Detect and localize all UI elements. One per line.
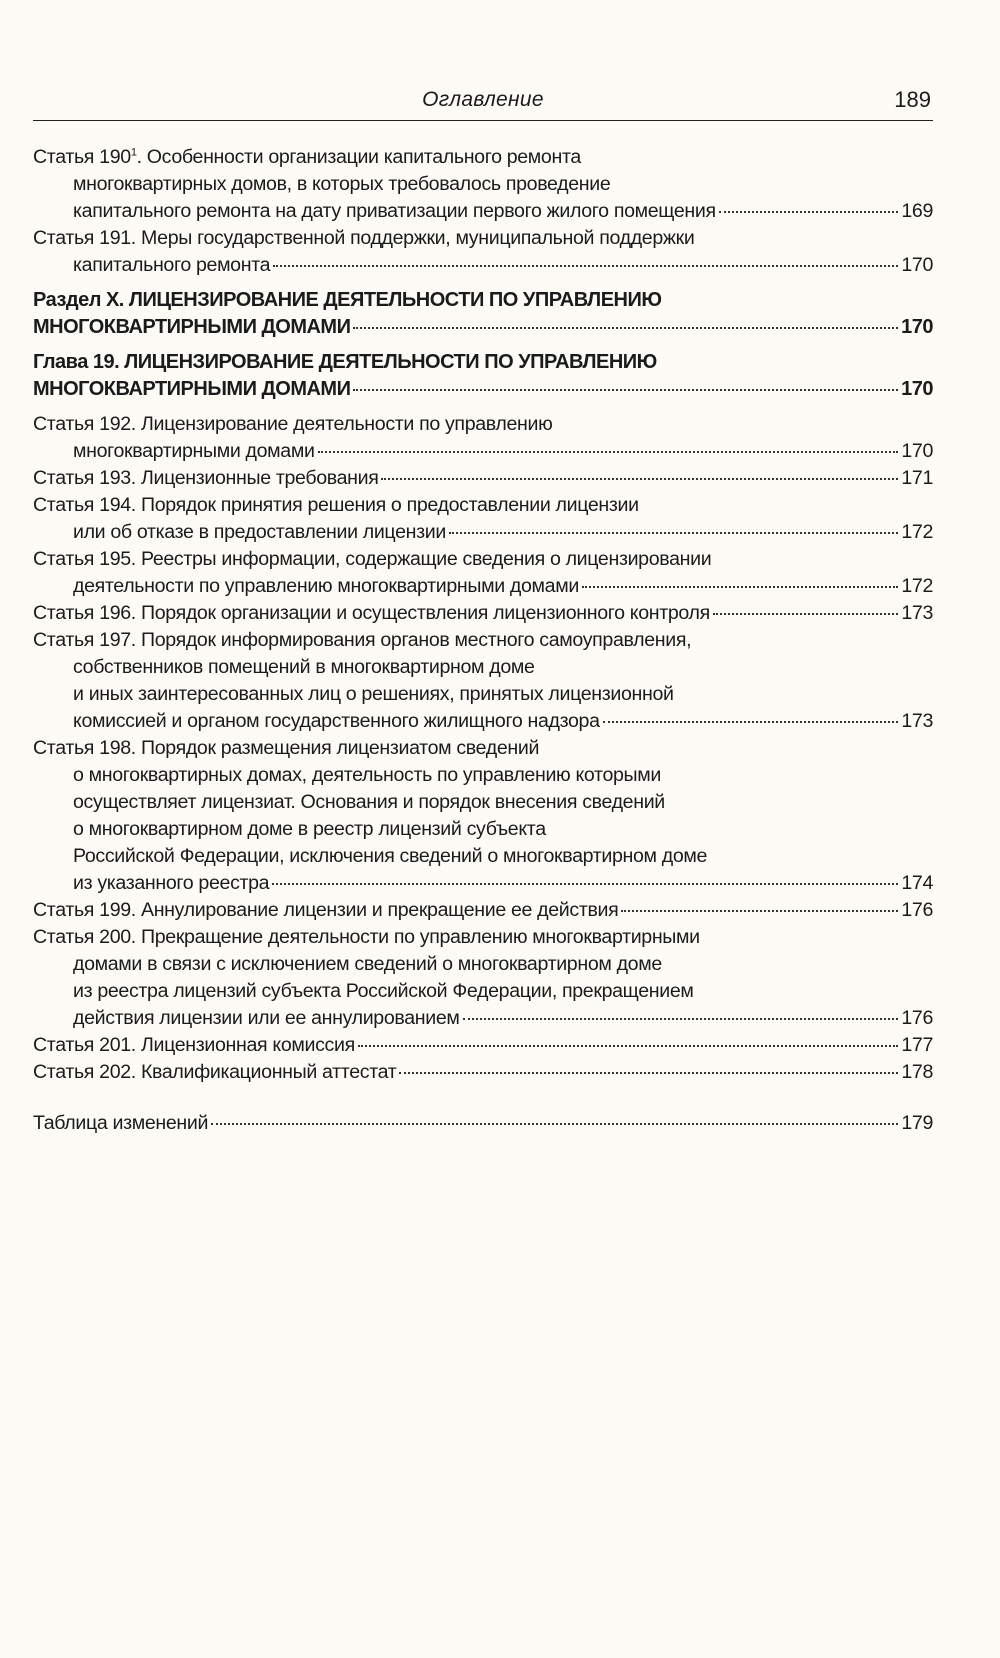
toc-line — [33, 225, 933, 252]
toc-line — [33, 349, 933, 376]
toc-line — [33, 924, 933, 951]
page-header — [33, 88, 933, 121]
dot-leader — [582, 586, 898, 588]
toc-entry-art196 — [33, 600, 933, 627]
toc-line — [33, 708, 933, 735]
toc-line-text — [33, 146, 581, 168]
toc-text: о многоквартирных домах, деятельность по управлению которыми — [73, 764, 661, 786]
running-title: Оглавление — [422, 88, 544, 111]
dot-leader — [211, 1123, 898, 1125]
toc-line — [33, 654, 933, 681]
toc-text: осуществляет лицензиат. Основания и порядок внесения сведений — [73, 791, 665, 813]
toc-text-continuation: . Особенности организации капитального ремонта — [136, 146, 581, 168]
toc-line — [33, 252, 933, 279]
toc-page-number: 171 — [901, 467, 933, 489]
toc-text: из реестра лицензий субъекта Российской Федерации, прекращением — [73, 980, 694, 1002]
toc-text: многоквартирными домами — [73, 440, 315, 462]
toc-page-number: 170 — [901, 378, 933, 400]
toc-entry-art201 — [33, 1032, 933, 1059]
toc-page-number: 178 — [901, 1061, 933, 1083]
toc-line — [33, 1059, 933, 1086]
dot-leader — [318, 451, 899, 453]
toc-line — [33, 1032, 933, 1059]
toc-text: комиссией и органом государственного жилищного надзора — [73, 710, 600, 732]
toc-line — [33, 789, 933, 816]
toc-line — [33, 546, 933, 573]
toc-line-text — [73, 438, 315, 465]
toc-line-text — [33, 413, 552, 435]
dot-leader — [381, 478, 898, 480]
toc-line-text — [73, 791, 665, 813]
toc-line-text — [33, 376, 350, 403]
toc-line — [33, 681, 933, 708]
toc-page-number: 170 — [901, 440, 933, 462]
dot-leader — [603, 721, 899, 723]
dot-leader — [449, 532, 898, 534]
toc-entry-art191 — [33, 225, 933, 279]
toc-text: из указанного реестра — [73, 872, 270, 894]
toc-text: Статья 200. Прекращение деятельности по управлению многоквартирными — [33, 926, 700, 948]
toc-line — [33, 465, 933, 492]
toc-line-text — [73, 980, 694, 1002]
toc-text: Российской Федерации, исключения сведений о многоквартирном доме — [73, 845, 708, 867]
toc-line-text — [33, 289, 661, 311]
toc-page-number: 176 — [901, 899, 933, 921]
toc-entry-art197 — [33, 627, 933, 735]
toc-entry-section-10 — [33, 287, 933, 341]
toc-line — [33, 411, 933, 438]
toc-line — [33, 735, 933, 762]
toc-text: Таблица изменений — [33, 1112, 209, 1134]
toc-line — [33, 171, 933, 198]
toc-text: МНОГОКВАРТИРНЫМИ ДОМАМИ — [33, 378, 351, 400]
toc-line-text — [73, 845, 707, 867]
toc-entry-art199 — [33, 897, 933, 924]
toc-line-text — [73, 764, 661, 786]
toc-text: Статья 195. Реестры информации, содержащие сведения о лицензировании — [33, 548, 712, 570]
toc-line — [33, 492, 933, 519]
toc-page-number: 177 — [901, 1034, 933, 1056]
toc-entry-changes-table — [33, 1110, 933, 1137]
toc-entry-art195 — [33, 546, 933, 600]
toc-line — [33, 287, 933, 314]
toc-line — [33, 870, 933, 897]
toc-text: деятельности по управлению многоквартирными домами — [73, 575, 579, 597]
toc-line-text — [33, 351, 657, 373]
toc-line — [33, 198, 933, 225]
toc-page-number: 172 — [901, 521, 933, 543]
toc-line — [33, 951, 933, 978]
toc-line-text — [33, 926, 700, 948]
dot-leader — [353, 389, 898, 391]
toc-text: домами в связи с исключением сведений о многоквартирном доме — [73, 953, 662, 975]
toc-text: Статья 196. Порядок организации и осуществления лицензионного контроля — [33, 602, 710, 624]
toc-line — [33, 816, 933, 843]
toc-text: о многоквартирном доме в реестр лицензий субъекта — [73, 818, 546, 840]
toc-text: многоквартирных домов, в которых требовалось проведение — [73, 173, 611, 195]
page-number: 189 — [894, 87, 931, 112]
dot-leader — [399, 1072, 898, 1074]
toc-page-number: 172 — [901, 575, 933, 597]
toc-line-text — [33, 1059, 396, 1086]
toc-line-text — [33, 1110, 208, 1137]
dot-leader — [353, 327, 898, 329]
toc-line — [33, 573, 933, 600]
toc-entry-art202 — [33, 1059, 933, 1086]
dot-leader — [621, 910, 898, 912]
toc-line-text — [73, 683, 674, 705]
toc-line — [33, 627, 933, 654]
toc-line — [33, 144, 933, 171]
toc-line — [33, 897, 933, 924]
toc-page-number: 173 — [901, 710, 933, 732]
toc-line-text — [73, 870, 269, 897]
toc-line-text — [33, 629, 691, 651]
dot-leader — [713, 613, 898, 615]
toc-line-text — [33, 494, 639, 516]
toc-text: Глава 19. ЛИЦЕНЗИРОВАНИЕ ДЕЯТЕЛЬНОСТИ ПО УПРАВЛЕНИЮ — [33, 351, 657, 373]
toc-text: собственников помещений в многоквартирном доме — [73, 656, 535, 678]
toc-line — [33, 843, 933, 870]
dot-leader — [273, 265, 898, 267]
toc-text: Статья 197. Порядок информирования органов местного самоуправления, — [33, 629, 692, 651]
toc-line — [33, 1005, 933, 1032]
toc-line — [33, 1110, 933, 1137]
toc-line — [33, 978, 933, 1005]
toc-line-text — [33, 737, 539, 759]
toc-entry-art200 — [33, 924, 933, 1032]
toc-line-text — [73, 519, 446, 546]
toc-text: Раздел X. ЛИЦЕНЗИРОВАНИЕ ДЕЯТЕЛЬНОСТИ ПО УПРАВЛЕНИЮ — [33, 289, 662, 311]
toc-line-text — [33, 600, 710, 627]
dot-leader — [719, 211, 899, 213]
toc-line-text — [73, 953, 662, 975]
toc-text: Статья 199. Аннулирование лицензии и прекращение ее действия — [33, 899, 619, 921]
toc-page-number: 173 — [901, 602, 933, 624]
toc-text: Статья 190 — [33, 146, 131, 168]
toc-entry-art198 — [33, 735, 933, 897]
toc-entry-art194 — [33, 492, 933, 546]
toc-line-text — [73, 656, 535, 678]
toc-page-number: 170 — [901, 254, 933, 276]
toc-text: Статья 198. Порядок размещения лицензиатом сведений — [33, 737, 540, 759]
toc-text: действия лицензии или ее аннулированием — [73, 1007, 460, 1029]
toc-line — [33, 314, 933, 341]
dot-leader — [463, 1018, 899, 1020]
toc-line — [33, 519, 933, 546]
dot-leader — [358, 1045, 899, 1047]
toc-line-text — [73, 252, 270, 279]
toc-line — [33, 600, 933, 627]
toc-line-text — [33, 314, 350, 341]
toc-entry-art190-1 — [33, 144, 933, 225]
toc-text: Статья 194. Порядок принятия решения о предоставлении лицензии — [33, 494, 639, 516]
toc-line-text — [33, 465, 378, 492]
toc-page-number: 179 — [901, 1112, 933, 1134]
toc-entry-chapter-19 — [33, 349, 933, 403]
table-of-contents — [33, 144, 933, 1137]
toc-line-text — [73, 173, 610, 195]
toc-line — [33, 762, 933, 789]
toc-line-text — [33, 1032, 355, 1059]
toc-text: Статья 191. Меры государственной поддержки, муниципальной поддержки — [33, 227, 695, 249]
toc-line — [33, 376, 933, 403]
toc-line-text — [73, 708, 600, 735]
toc-entry-art193 — [33, 465, 933, 492]
dot-leader — [272, 883, 898, 885]
toc-text: и иных заинтересованных лиц о решениях, принятых лицензионной — [73, 683, 674, 705]
toc-line-text — [33, 548, 711, 570]
toc-page-number: 176 — [901, 1007, 933, 1029]
toc-line-text — [73, 573, 579, 600]
toc-line-text — [33, 897, 618, 924]
toc-page-number: 174 — [901, 872, 933, 894]
toc-text: или об отказе в предоставлении лицензии — [73, 521, 446, 543]
toc-text: Статья 192. Лицензирование деятельности по управлению — [33, 413, 553, 435]
toc-entry-art192 — [33, 411, 933, 465]
toc-page-number: 170 — [901, 316, 933, 338]
toc-text: МНОГОКВАРТИРНЫМИ ДОМАМИ — [33, 316, 351, 338]
toc-text: капитального ремонта на дату приватизации первого жилого помещения — [73, 200, 716, 222]
toc-line-text — [33, 227, 694, 249]
toc-text: Статья 202. Квалификационный аттестат — [33, 1061, 397, 1083]
toc-page-number: 169 — [901, 200, 933, 222]
toc-text: капитального ремонта — [73, 254, 271, 276]
toc-line-text — [73, 818, 546, 840]
toc-text: Статья 201. Лицензионная комиссия — [33, 1034, 355, 1056]
toc-text: Статья 193. Лицензионные требования — [33, 467, 379, 489]
toc-line-text — [73, 1005, 460, 1032]
toc-line — [33, 438, 933, 465]
toc-line-text — [73, 198, 716, 225]
toc-superscript: 1 — [130, 146, 137, 159]
